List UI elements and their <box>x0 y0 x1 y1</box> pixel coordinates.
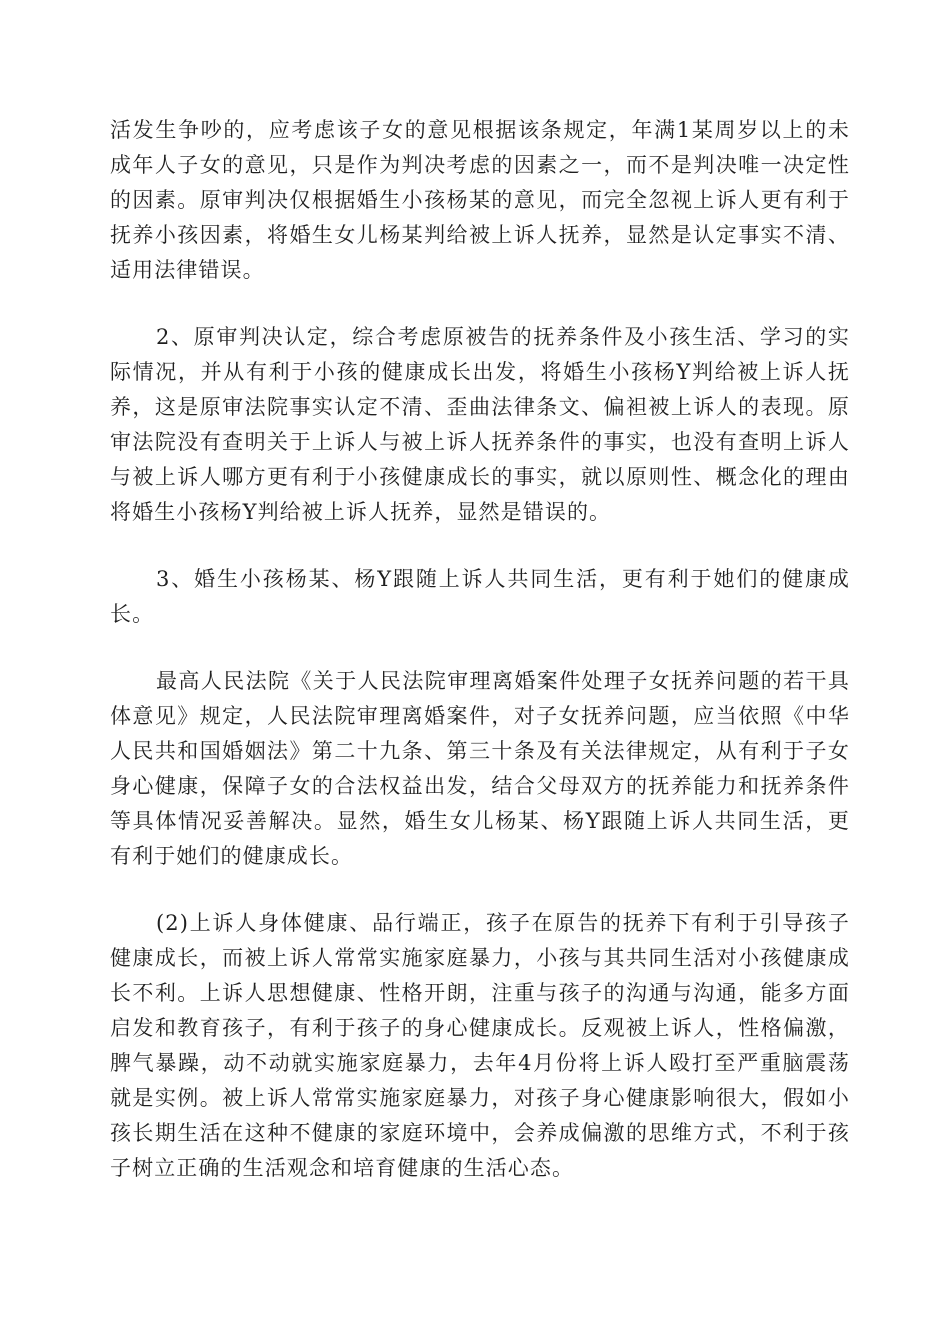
paragraph-point-2: 2、原审判决认定，综合考虑原被告的抚养条件及小孩生活、学习的实际情况，并从有利于小孩的健康成长出发，将婚生小孩杨Y判给被上诉人抚养，这是原审法院事实认定不清、歪曲法律条文、偏袒被上诉人的表现。原审法院没有查明关于上诉人与被上诉人抚养条件的事实，也没有查明上诉人与被上诉人哪方更有利于小孩健康成长的事实，就以原则性、概念化的理由将婚生小孩杨Y判给被上诉人抚养，显然是错误的。 <box>110 325 850 524</box>
paragraph-subpoint-2: (2)上诉人身体健康、品行端正，孩子在原告的抚养下有利于引导孩子健康成长，而被上诉人常常实施家庭暴力，小孩与其共同生活对小孩健康成长不利。上诉人思想健康、性格开朗，注重与孩子的沟通与沟通，能多方面启发和教育孩子，有利于孩子的身心健康成长。反观被上诉人，性格偏激，脾气暴躁，动不动就实施家庭暴力，去年4月份将上诉人殴打至严重脑震荡就是实例。被上诉人常常实施家庭暴力，对孩子身心健康影响很大，假如小孩长期生活在这种不健康的家庭环境中，会养成偏激的思维方式，不利于孩子树立正确的生活观念和培育健康的生活心态。 <box>110 911 850 1180</box>
paragraph-continuation: 活发生争吵的，应考虑该子女的意见根据该条规定，年满1某周岁以上的未成年人子女的意见，只是作为判决考虑的因素之一，而不是判决唯一决定性的因素。原审判决仅根据婚生小孩杨某的意见，而完全忽视上诉人更有利于抚养小孩因素，将婚生女儿杨某判给被上诉人抚养，显然是认定事实不清、适用法律错误。 <box>110 118 850 282</box>
paragraph-point-3: 3、婚生小孩杨某、杨Y跟随上诉人共同生活，更有利于她们的健康成长。 <box>110 567 850 626</box>
document-body <box>110 113 850 1218</box>
paragraph-supreme-court-opinion: 最高人民法院《关于人民法院审理离婚案件处理子女抚养问题的若干具体意见》规定，人民法院审理离婚案件，对子女抚养问题，应当依照《中华人民共和国婚姻法》第二十九条、第三十条及有关法律规定，从有利于子女身心健康，保障子女的合法权益出发，结合父母双方的抚养能力和抚养条件等具体情况妥善解决。显然，婚生女儿杨某、杨Y跟随上诉人共同生活，更有利于她们的健康成长。 <box>110 669 850 868</box>
